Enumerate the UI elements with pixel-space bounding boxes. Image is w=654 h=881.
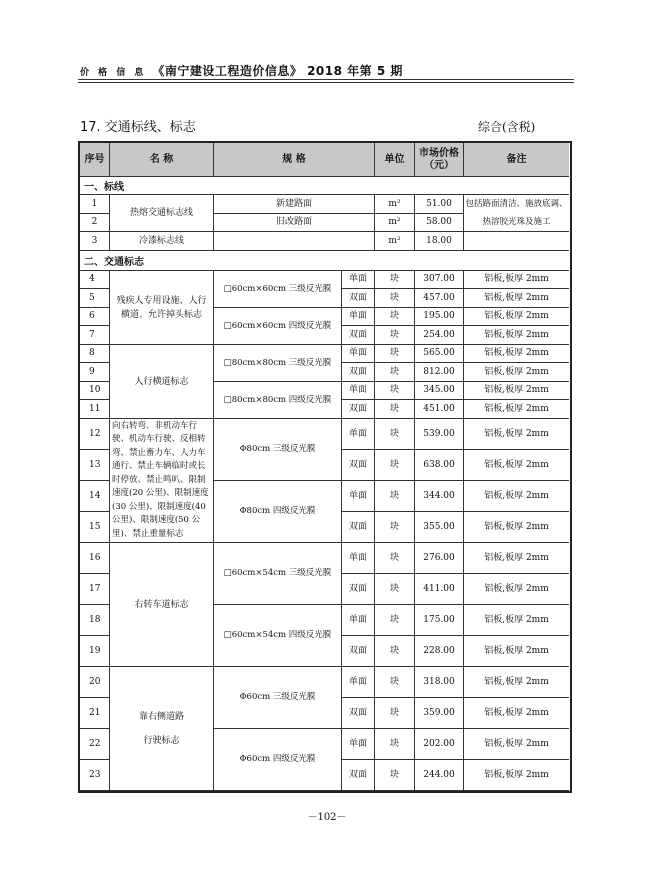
row-face: 单面 xyxy=(342,308,375,326)
row-number: 15 xyxy=(80,512,110,543)
row-price: 307.00 xyxy=(415,271,464,289)
row-unit: 块 xyxy=(375,760,415,791)
row-price: 457.00 xyxy=(415,289,464,308)
row-face: 双面 xyxy=(342,289,375,308)
row-spec: □60cm×54cm 三级反光膜 xyxy=(214,543,342,605)
row-unit: 块 xyxy=(375,345,415,363)
row-number: 13 xyxy=(80,450,110,481)
row-price: 565.00 xyxy=(415,345,464,363)
row-number: 18 xyxy=(80,605,110,636)
row-face: 单面 xyxy=(342,605,375,636)
row-number: 2 xyxy=(80,214,110,232)
row-number: 17 xyxy=(80,574,110,605)
row-face: 双面 xyxy=(342,512,375,543)
section-note: 综合(含税) xyxy=(478,120,536,134)
row-note: 铝板,板厚 2mm xyxy=(464,345,569,363)
row-price: 276.00 xyxy=(415,543,464,574)
row-name: 右转车道标志 xyxy=(110,543,214,667)
row-unit: 块 xyxy=(375,574,415,605)
row-price: 539.00 xyxy=(415,419,464,450)
row-note: 铝板,板厚 2mm xyxy=(464,419,569,450)
row-number: 19 xyxy=(80,636,110,667)
row-face: 单面 xyxy=(342,729,375,760)
price-table xyxy=(78,141,572,793)
row-face: 双面 xyxy=(342,574,375,605)
row-face: 双面 xyxy=(342,450,375,481)
row-name: 冷漆标志线 xyxy=(110,232,214,251)
row-note: 铝板,板厚 2mm xyxy=(464,326,569,345)
row-note: 铝板,板厚 2mm xyxy=(464,760,569,791)
row-number: 8 xyxy=(80,345,110,363)
row-price: 195.00 xyxy=(415,308,464,326)
col-header-name: 名 称 xyxy=(110,143,214,177)
row-unit: 块 xyxy=(375,698,415,729)
row-unit: 块 xyxy=(375,419,415,450)
row-price: 51.00 xyxy=(415,195,464,214)
row-note: 铝板,板厚 2mm xyxy=(464,636,569,667)
row-note: 铝板,板厚 2mm xyxy=(464,667,569,698)
row-spec: 旧改路面 xyxy=(214,214,375,232)
row-note: 包括路面清洁、施放底调、热溶胶光珠及施工 xyxy=(464,195,569,232)
row-unit: 块 xyxy=(375,400,415,419)
header-rule xyxy=(78,79,574,80)
row-price: 411.00 xyxy=(415,574,464,605)
section-title: 17. 交通标线、标志 xyxy=(80,120,196,135)
row-number: 23 xyxy=(80,760,110,791)
row-number: 11 xyxy=(80,400,110,419)
row-note: 铝板,板厚 2mm xyxy=(464,605,569,636)
row-unit: m² xyxy=(375,195,415,214)
row-note: 铝板,板厚 2mm xyxy=(464,481,569,512)
row-face: 双面 xyxy=(342,326,375,345)
row-face: 单面 xyxy=(342,271,375,289)
row-number: 21 xyxy=(80,698,110,729)
row-spec: □60cm×54cm 四级反光膜 xyxy=(214,605,342,667)
col-header-spec: 规 格 xyxy=(214,143,375,177)
row-price: 254.00 xyxy=(415,326,464,345)
row-name: 人行横道标志 xyxy=(110,345,214,419)
row-number: 14 xyxy=(80,481,110,512)
row-unit: 块 xyxy=(375,605,415,636)
row-note: 铝板,板厚 2mm xyxy=(464,450,569,481)
row-number: 1 xyxy=(80,195,110,214)
row-face: 单面 xyxy=(342,345,375,363)
row-unit: m² xyxy=(375,214,415,232)
row-note: 铝板,板厚 2mm xyxy=(464,308,569,326)
row-spec: Φ80cm 三级反光膜 xyxy=(214,419,342,481)
row-note: 铝板,板厚 2mm xyxy=(464,271,569,289)
header-rule-thin xyxy=(78,82,574,83)
page-number: －102－ xyxy=(307,812,347,823)
row-number: 22 xyxy=(80,729,110,760)
row-name: 靠右侧道路 行驶标志 xyxy=(110,667,214,791)
row-number: 10 xyxy=(80,382,110,400)
row-face: 双面 xyxy=(342,400,375,419)
row-number: 5 xyxy=(80,289,110,308)
row-note: 铝板,板厚 2mm xyxy=(464,382,569,400)
row-name: 热熔交通标志线 xyxy=(110,195,214,232)
row-price: 638.00 xyxy=(415,450,464,481)
row-spec xyxy=(214,232,375,251)
row-number: 4 xyxy=(80,271,110,289)
row-number: 20 xyxy=(80,667,110,698)
row-note: 铝板,板厚 2mm xyxy=(464,512,569,543)
row-note: 铝板,板厚 2mm xyxy=(464,543,569,574)
row-price: 244.00 xyxy=(415,760,464,791)
row-spec: □60cm×60cm 三级反光膜 xyxy=(214,271,342,308)
row-price: 812.00 xyxy=(415,363,464,382)
row-unit: 块 xyxy=(375,363,415,382)
col-header-no: 序号 xyxy=(80,143,110,177)
row-unit: 块 xyxy=(375,308,415,326)
row-unit: 块 xyxy=(375,512,415,543)
col-header-price: 市场价格 （元） xyxy=(415,143,464,177)
row-number: 6 xyxy=(80,308,110,326)
header-title: 《南宁建设工程造价信息》 2018 年第 5 期 xyxy=(152,64,403,78)
row-number: 7 xyxy=(80,326,110,345)
row-number: 3 xyxy=(80,232,110,251)
row-face: 单面 xyxy=(342,481,375,512)
row-number: 16 xyxy=(80,543,110,574)
col-header-unit: 单位 xyxy=(375,143,415,177)
group-header: 二、交通标志 xyxy=(80,251,569,271)
row-name: 残疾人专用设施、人行横道、允许掉头标志 xyxy=(110,271,214,345)
row-unit: 块 xyxy=(375,289,415,308)
row-spec: □80cm×80cm 三级反光膜 xyxy=(214,345,342,382)
row-price: 18.00 xyxy=(415,232,464,251)
row-unit: 块 xyxy=(375,382,415,400)
row-price: 175.00 xyxy=(415,605,464,636)
row-spec: 新建路面 xyxy=(214,195,375,214)
row-price: 58.00 xyxy=(415,214,464,232)
row-unit: m² xyxy=(375,232,415,251)
row-price: 318.00 xyxy=(415,667,464,698)
group-header: 一、标线 xyxy=(80,177,569,195)
row-note: 铝板,板厚 2mm xyxy=(464,574,569,605)
row-face: 单面 xyxy=(342,543,375,574)
row-face: 双面 xyxy=(342,363,375,382)
row-face: 单面 xyxy=(342,419,375,450)
row-note: 铝板,板厚 2mm xyxy=(464,289,569,308)
row-unit: 块 xyxy=(375,667,415,698)
row-face: 单面 xyxy=(342,667,375,698)
row-price: 451.00 xyxy=(415,400,464,419)
row-unit: 块 xyxy=(375,271,415,289)
row-note: 铝板,板厚 2mm xyxy=(464,400,569,419)
running-header xyxy=(80,62,403,79)
row-price: 345.00 xyxy=(415,382,464,400)
row-face: 单面 xyxy=(342,382,375,400)
row-price: 228.00 xyxy=(415,636,464,667)
row-spec: □80cm×80cm 四级反光膜 xyxy=(214,382,342,419)
row-face: 双面 xyxy=(342,636,375,667)
row-price: 355.00 xyxy=(415,512,464,543)
row-unit: 块 xyxy=(375,729,415,760)
row-name: 向右转弯、非机动车行驶、机动车行驶、反相转弯、禁止畜力车、人力车通行、禁止车辆临时或长时停放、禁止鸣叭、限制速度(20 公里)、限制速度(30 公里)、限制速度(40 公里)、限制速度(50 公里)、禁止重量标志 xyxy=(110,419,214,543)
row-note: 铝板,板厚 2mm xyxy=(464,698,569,729)
row-unit: 块 xyxy=(375,450,415,481)
row-spec: Φ60cm 三级反光膜 xyxy=(214,667,342,729)
row-note-empty xyxy=(464,232,569,251)
row-spec: □60cm×60cm 四级反光膜 xyxy=(214,308,342,345)
row-number: 12 xyxy=(80,419,110,450)
row-price: 344.00 xyxy=(415,481,464,512)
row-unit: 块 xyxy=(375,326,415,345)
row-unit: 块 xyxy=(375,543,415,574)
row-spec: Φ80cm 四级反光膜 xyxy=(214,481,342,543)
row-note: 铝板,板厚 2mm xyxy=(464,363,569,382)
row-face: 双面 xyxy=(342,760,375,791)
row-price: 359.00 xyxy=(415,698,464,729)
row-spec: Φ60cm 四级反光膜 xyxy=(214,729,342,791)
row-face: 双面 xyxy=(342,698,375,729)
row-unit: 块 xyxy=(375,636,415,667)
row-price: 202.00 xyxy=(415,729,464,760)
row-number: 9 xyxy=(80,363,110,382)
col-header-note: 备注 xyxy=(464,143,569,177)
row-note: 铝板,板厚 2mm xyxy=(464,729,569,760)
header-label: 价 格 信 息 xyxy=(80,68,147,78)
row-unit: 块 xyxy=(375,481,415,512)
